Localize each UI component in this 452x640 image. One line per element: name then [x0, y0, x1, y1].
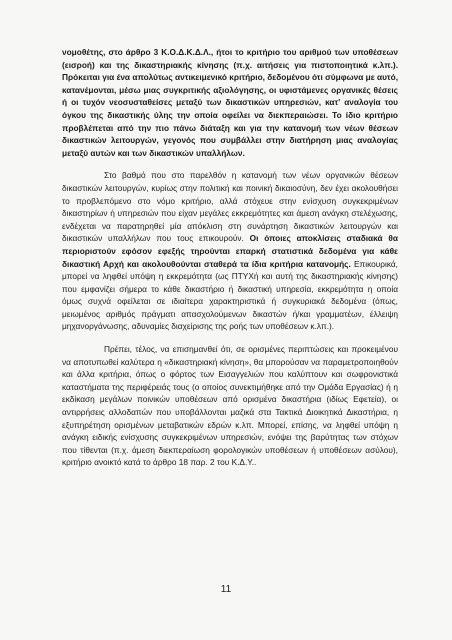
paragraph-2-run-3: Επικουρικά, μπορεί να ληφθεί υπόψη η εκκρεμότητα (ως ΠΤΥΧή και αυτή της δικαστηριακής κίνησης) που εμφανίζει σήμερα το κάθε δικαστήριο ή δικαστική υπηρεσία, εκκρεμότητα η οποία όμως συχνά οφείλεται σε ιδιαίτερα χαρακτηριστικά ή συγκυριακά δεδομένα (όπως, μειωμένος αριθμός πράγματι απασχολούμενων δικαστών ή/και γραμματέων, έλλειψη μηχανοργάνωσης, αδυναμίες διαχείρισης της ροής των υποθέσεων κ.λπ.).: [62, 258, 398, 332]
paragraph-1: νομοθέτης, στο άρθρο 3 Κ.Ο.Δ.Κ.Δ.Λ., ήτοι το κριτήριο του αριθμού των υποθέσεων (εισροή) και της δικαστηριακής κίνησης (π.χ. αιτήσεις για πιστοποιητικά κ.λπ.). Πρόκειται για ένα απολύτως αντικειμενικό κριτήριο, δεδομένου ότι σύμφωνα με αυτό, κατανέμονται, μέσω μιας συγκριτικής αξιολόγησης, οι υφιστάμενες οργανικές θέσεις ή οι τυχόν νεοσυσταθείσες μεταξύ των δικαστικών υπηρεσιών, κατ' αναλογία του όγκου της δικαστικής ύλης την οποία οφείλει να διεκπεραιώσει. Το ίδιο κριτήριο προβλέπεται από την πιο πάνω διάταξη και για την κατανομή των νέων θέσεων δικαστικών λειτουργών, γεγονός που συμβάλλει στην διατήρηση μιας αναλογίας μεταξύ αυτών και των δικαστικών υπαλλήλων.: [62, 47, 398, 158]
document-body: [62, 46, 398, 469]
paragraph-2-run-2-bold: Οι όποιες αποκλίσεις σταδιακά θα περιοριστούν εφόσον εφεξής τηρούνται επαρκή στατιστικά δεδομένα για κάθε δικαστική Αρχή και ακολουθούνται σταθερά τα ίδια κριτήρια κατανομής.: [62, 233, 398, 269]
paragraph-2: [62, 169, 398, 333]
paragraph-2-run-1: Στο βαθμό που στο παρελθόν η κατανομή των νέων οργανικών θέσεων δικαστικών λειτουργών, κυρίως στην πολιτική και ποινική δικαιοσύνη, δεν έχει ακολουθήσει το προβλεπόμενο στο νόμο κριτήριο, αλλά στόχευε στην ενίσχυση συγκεκριμένων δικαστηρίων ή υπηρεσιών που είχαν μεγάλες εκκρεμότητες και άμεση ανάγκη στελέχωσης, ενδέχεται να παρατηρηθεί μία απόκλιση στη συνάρτηση δικαστικών λειτουργών και δικαστικών υπαλλήλων που τους επικουρούν.: [62, 170, 398, 244]
page-number: 11: [220, 584, 232, 595]
paragraph-3: Πρέπει, τέλος, να επισημανθεί ότι, σε ορισμένες περιπτώσεις και προκειμένου να αποτυπωθεί καλύτερα η «δικαστηριακή κίνηση», θα μπορούσαν να παραμετροποιηθούν και άλλα κριτήρια, όπως ο φόρτος των Εισαγγελιών που καλύπτουν και σωφρονιστικά καταστήματα της περιφέρειάς τους (ο οποίος συνεκτιμήθηκε από την Ομάδα Εργασίας) ή η εκδίκαση μεγάλων ποινικών υποθέσεων από ορισμένα δικαστήρια (ιδίως Εφετεία), οι αντιρρήσεις αλλοδαπών που υποβάλλονται μαζικά στα Τακτικά Διοικητικά Δικαστήρια, η εξυπηρέτηση ορισμένων μεταβατικών εδρών κ.λπ. Μπορεί, επίσης, να ληφθεί υπόψη η ανάγκη ειδικής ενίσχυσης συγκεκριμένων υπηρεσιών, ενόψει της βαρύτητας των στόχων που τίθενται (π.χ. άμεση διεκπεραίωση φορολογικών υποθέσεων ή υποθέσεων ασύλου), κριτήριο ανοικτό κατά το άρθρο 18 παρ. 2 του Κ.Δ.Υ..: [62, 344, 398, 468]
